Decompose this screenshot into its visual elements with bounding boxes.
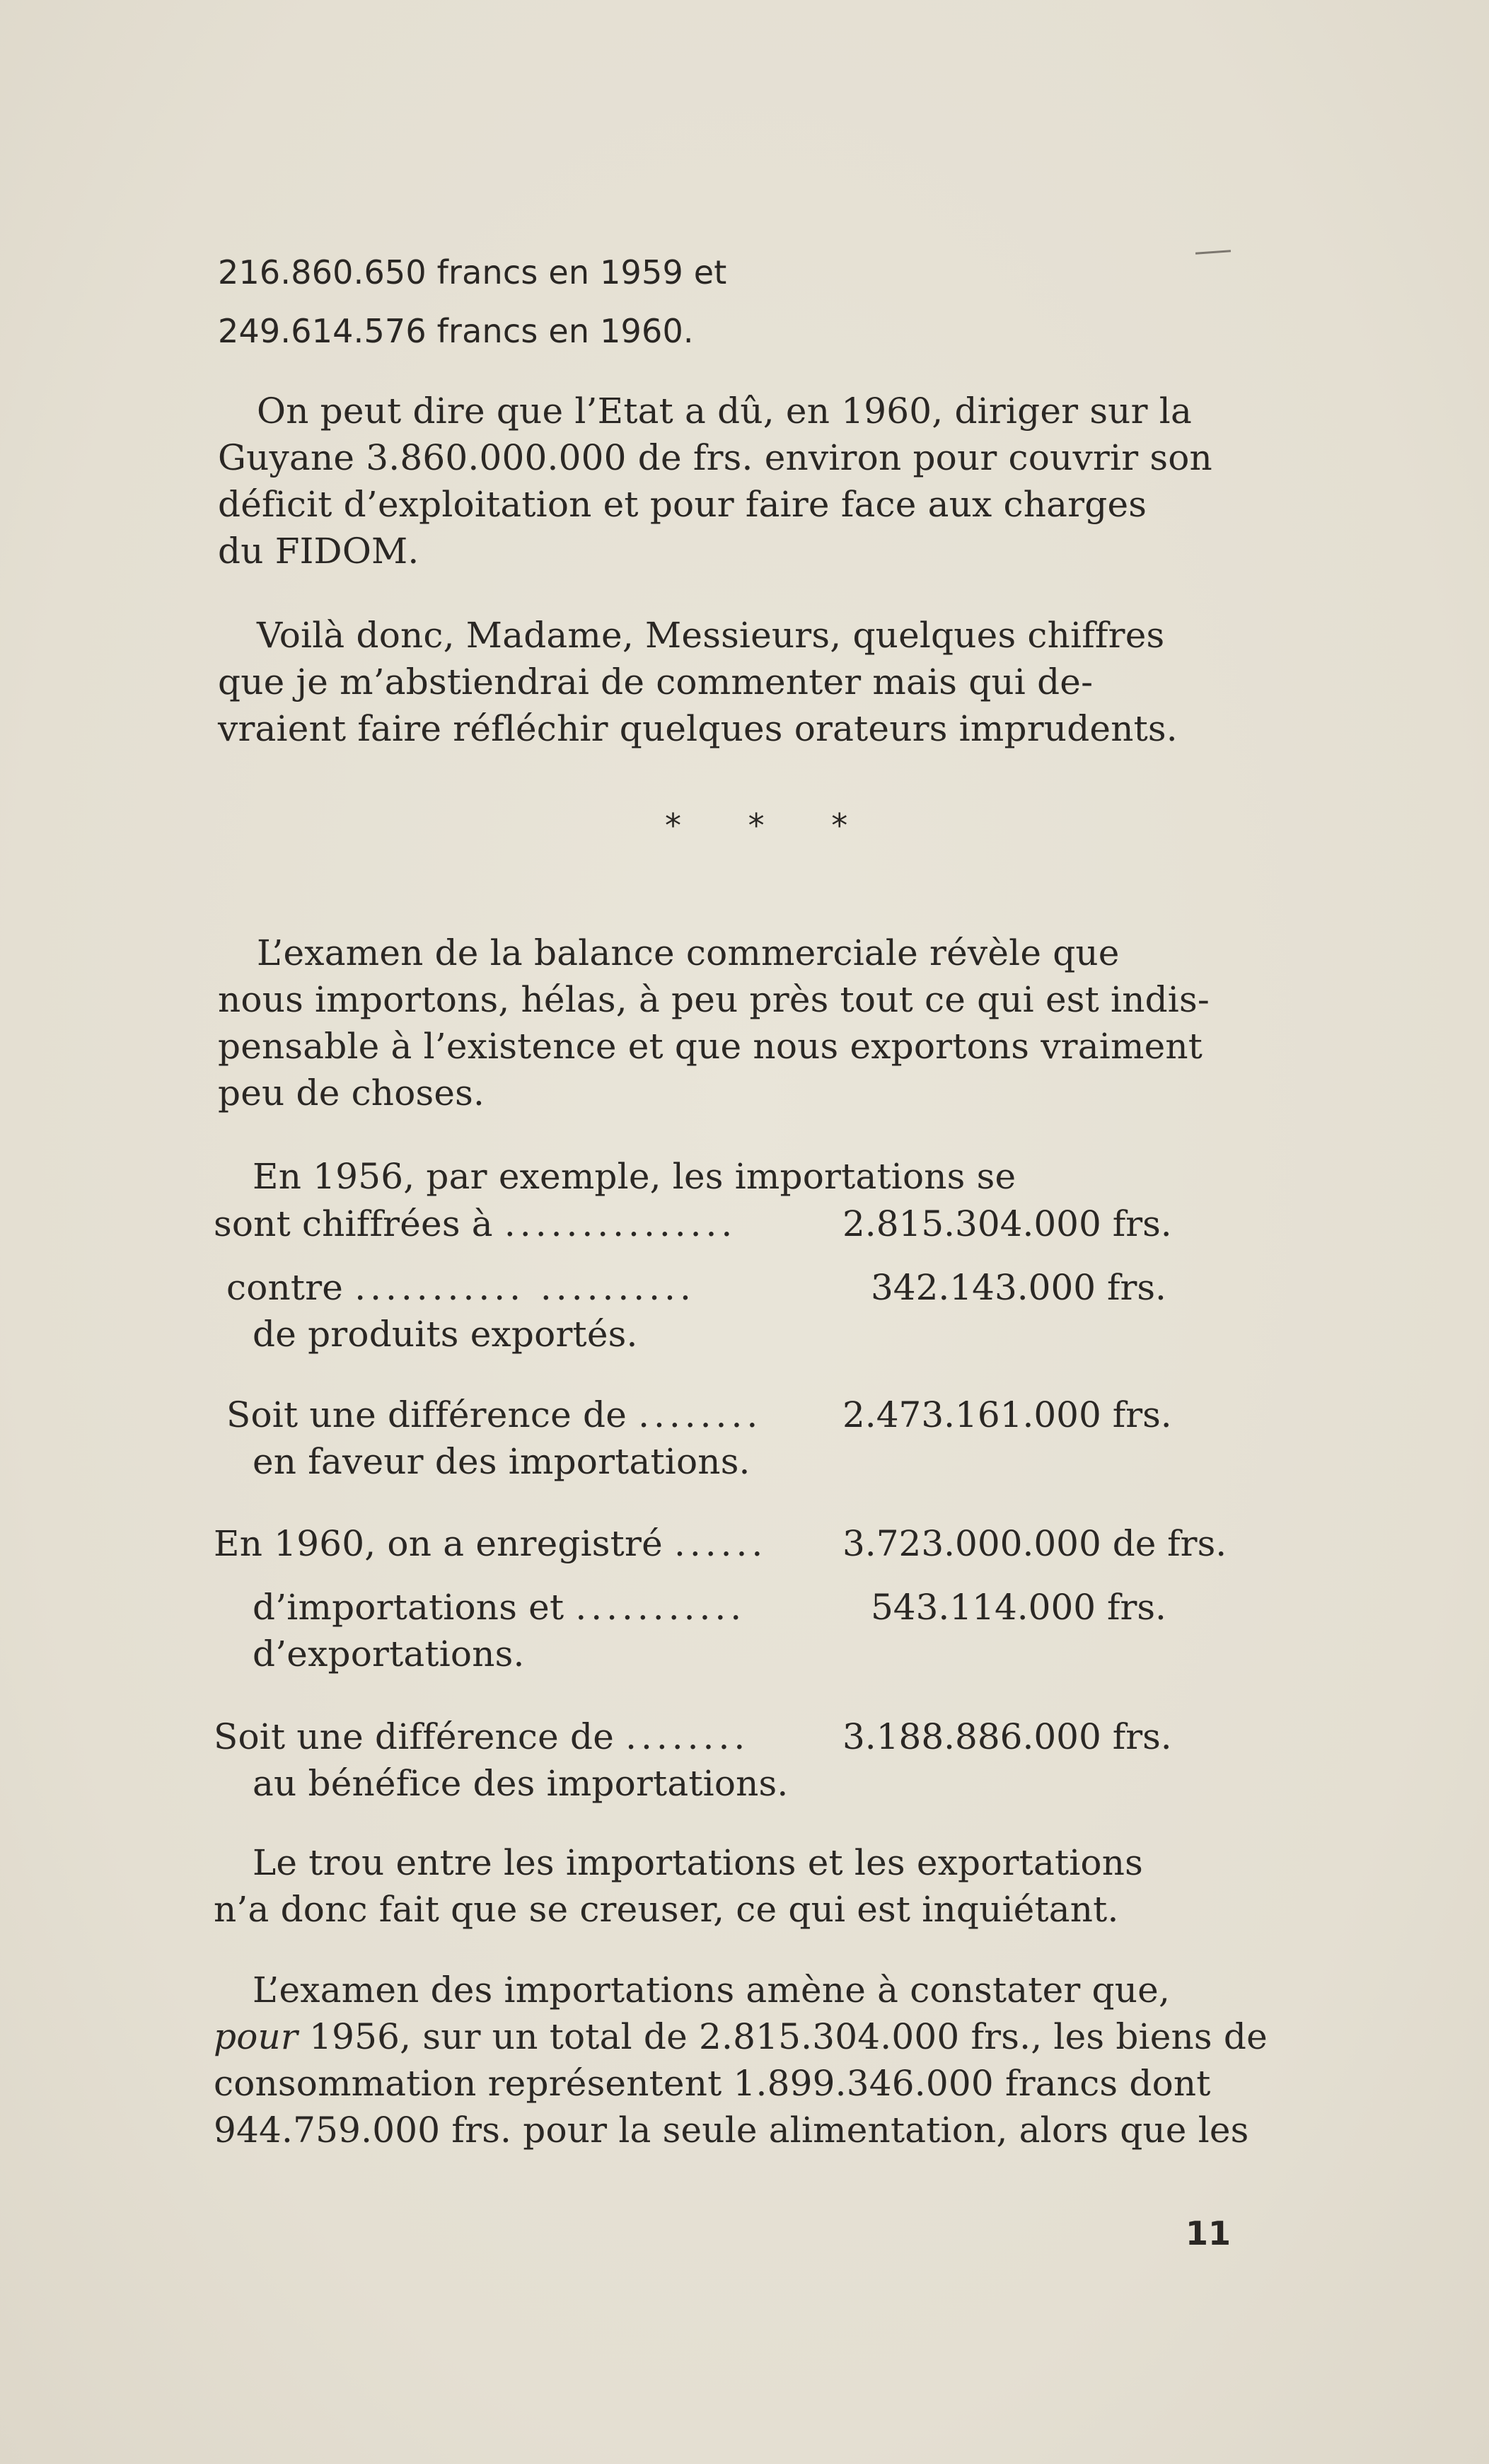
text-line: consommation représentent 1.899.346.000 francs dont (214, 2063, 1211, 2104)
text-line: Voilà donc, Madame, Messieurs, quelques chiffres (257, 615, 1165, 656)
text-line: Le trou entre les importations et les exportations (253, 1842, 1143, 1883)
table-row-sub: en faveur des importations. (253, 1441, 751, 1482)
table-row-label: sont chiffrées à ............... (214, 1203, 737, 1244)
table-row-label: contre ........... .......... (226, 1267, 695, 1308)
text-line: pensable à l’existence et que nous exportons vraiment (218, 1026, 1203, 1067)
text-line: pour 1956, sur un total de 2.815.304.000 frs., les biens de (214, 2016, 1268, 2057)
margin-mark (1195, 250, 1231, 254)
table-row-sub: de produits exportés. (253, 1314, 638, 1355)
table-row-label: d’importations et ........... (253, 1587, 746, 1628)
table-row-sub: au bénéfice des importations. (253, 1763, 789, 1804)
table-row-value: 543.114.000 frs. (871, 1587, 1166, 1628)
table-row-label: Soit une différence de ........ (214, 1716, 750, 1757)
text-line: Guyane 3.860.000.000 de frs. environ pour couvrir son (218, 437, 1212, 478)
text-line: que je m’abstiendrai de commenter mais qui de- (218, 661, 1094, 702)
text-line: L’examen de la balance commerciale révèle que (257, 932, 1120, 973)
text-line: n’a donc fait que se creuser, ce qui est inquiétant. (214, 1889, 1119, 1930)
text-line: peu de choses. (218, 1072, 485, 1114)
table-row-value: 342.143.000 frs. (871, 1267, 1166, 1308)
text-line: L’examen des importations amène à constater que, (253, 1970, 1171, 2011)
text-line: déficit d’exploitation et pour faire face aux charges (218, 484, 1147, 525)
table-row-label: En 1960, on a enregistré ...... (214, 1523, 767, 1564)
text-line: 249.614.576 francs en 1960. (218, 312, 694, 350)
table-row-value: 3.723.000.000 de frs. (842, 1523, 1227, 1564)
table-row-value: 2.473.161.000 frs. (842, 1394, 1172, 1435)
table-row-value: 3.188.886.000 frs. (842, 1716, 1172, 1757)
text-line: On peut dire que l’Etat a dû, en 1960, diriger sur la (257, 391, 1192, 432)
table-row-sub: d’exportations. (253, 1633, 525, 1675)
text-line: du FIDOM. (218, 531, 419, 572)
page-number: 11 (1186, 2214, 1232, 2252)
text-line: En 1956, par exemple, les importations se (253, 1156, 1016, 1197)
text-line: nous importons, hélas, à peu près tout ce qui est indis- (218, 979, 1210, 1020)
section-separator: * * * (665, 806, 876, 845)
table-row-value: 2.815.304.000 frs. (842, 1203, 1172, 1244)
text-line: vraient faire réfléchir quelques orateurs imprudents. (218, 708, 1178, 749)
text-line: 944.759.000 frs. pour la seule alimentation, alors que les (214, 2110, 1249, 2151)
table-row-label: Soit une différence de ........ (226, 1394, 763, 1435)
text-line: 216.860.650 francs en 1959 et (218, 253, 727, 291)
